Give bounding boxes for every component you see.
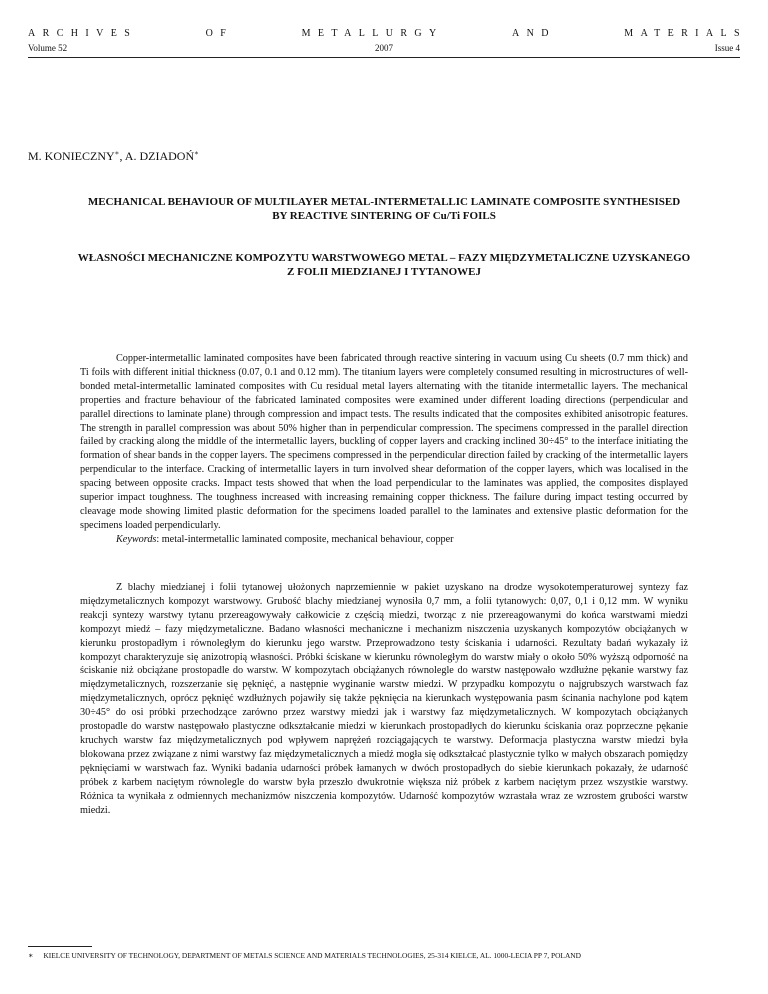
abstract-text: Copper-intermetallic laminated composites have been fabricated through reactive sintering in vacuum using Cu sheets (0.7 mm thick) and Ti foils with different initial thickness (0.07, 0.1 and 0.12 mm). The titanium layers were completely consumed resulting in microstructures of well-bonded metal-intermetallic laminated composites with Cu residual metal layers alternating with the titanide intermetallic layers. The mechanical properties and fracture behaviour of the fabricated laminated composites were examined under different loading directions (perpendicular and parallel directions to laminate plane) through compression and impact tests. The results indicated that the composites exhibited anisotropic features. The strength in parallel compression was about 50% higher than in perpendicular compression. The specimens compressed in the parallel direction failed by cracking along the middle of the intermetallic layers, buckling of copper layers and cracking inclined 30÷45° to the interface initiating the formation of shear bands in the copper layers. The specimens compressed in the perpendicular direction failed by cracking of the intermetallic layers perpendicular to the interface. Cracking of intermetallic layers in turn involved shear deformation of the copper layers, which was localised in the spacing between opposite cracks. Impact tests showed that when the load perpendicular to the laminates was applied, the composites displayed superior impact toughness. The toughness increased with increasing remaining copper thickness. The failure during impact testing occurred by cleavage mode showing limited plastic deformation for the specimens loaded parallel to the laminates and extensive plastic deformation for the specimens loaded perpendicularly. bbox=[80, 353, 688, 531]
issue-label: Issue 4 bbox=[714, 43, 740, 53]
volume-label: Volume 52 bbox=[28, 43, 68, 53]
footnote-mark: ∗ bbox=[28, 951, 34, 960]
title-line: BY REACTIVE SINTERING OF Cu/Ti FOILS bbox=[272, 210, 496, 222]
author-name: M. KONIECZNY bbox=[28, 149, 115, 163]
footnote-divider bbox=[28, 946, 92, 947]
author-line: M. KONIECZNY∗, A. DZIADOŃ∗ bbox=[28, 149, 199, 163]
keywords-text: : metal-intermetallic laminated composite, mechanical behaviour, copper bbox=[156, 533, 454, 545]
journal-word: ARCHIVES bbox=[28, 28, 138, 39]
abstract-polish bbox=[80, 581, 688, 817]
journal-word: MATERIALS bbox=[624, 28, 747, 39]
title-polish bbox=[60, 251, 708, 279]
journal-header bbox=[28, 28, 747, 39]
title-line: Z FOLII MIEDZIANEJ I TYTANOWEJ bbox=[287, 266, 481, 278]
journal-word: AND bbox=[512, 28, 556, 39]
journal-word: METALLURGY bbox=[301, 28, 444, 39]
issue-info bbox=[28, 43, 740, 53]
title-line: MECHANICAL BEHAVIOUR OF MULTILAYER METAL-INTERMETALLIC LAMINATE COMPOSITE SYNTHESISED bbox=[87, 196, 681, 208]
footnote-text: KIELCE UNIVERSITY OF TECHNOLOGY, DEPARTMENT OF METALS SCIENCE AND MATERIALS TECHNOLOGIES, 25-314 KIELCE, AL. 1000-LECIA PP 7, POLAND bbox=[43, 951, 581, 960]
abstract-text: Z blachy miedzianej i folii tytanowej ułożonych naprzemiennie w pakiet uzyskano na drodze wysokotemperaturowej syntezy faz międzymetalicznych kompozyt warstwowy. Grubość blachy miedzianej wynosiła 0,7 mm, a folii tytanowych: 0,07, 0,1 i 0,12 mm. W wyniku reakcji syntezy warstwy tytanu przereagowywały całkowicie z częścią miedzi, tworząc z nie przereagowanymi do końca warstwami miedzi kompozyt miedź – fazy międzymetaliczne. Badano własności mechaniczne i mechanizm niszczenia uzyskanych kompozytów obciążanych w kierunku prostopadłym i równoległym do kierunku jego warstw. Przeprowadzono testy ściskania i udarności. Rezultaty badań wykazały iż kompozyt charakteryzuje się anizotropią własności. Próbki ściskane w kierunku równoległym do warstw miały o około 50% wyższą odporność na ściskanie niż obciążane prostopadle do warstw. W kompozytach obciążanych równolegle do warstw następowało wzdłużne pękanie warstwy faz międzymetalicznych, rozszerzanie się pęknięć, a następnie wyginanie warstw miedzi. W przypadku kompozytu o najgrubszych warstwach faz międzymetalicznych, oprócz pęknięć wzdłużnych pojawiły się także pęknięcia na kierunkach występowania pasm ścinania nachylone pod kątem 30÷45° do osi próbki przechodzące zarówno przez warstwy miedzi jak i warstwy faz międzymetalicznych. W kompozytach obciążanych prostopadle do warstw następowało plastyczne odkształcanie miedzi w kierunkach prostopadłych do kierunku ściskania oraz poprzeczne pękanie kruchych warstw faz międzymetalicznych pod wpływem naprężeń rozciągających te warstwy. Deformacja plastyczna warstw miedzi była blokowana przez związane z nimi warstwy faz międzymetalicznych a miedź mogła się odkształcać plastycznie tylko w małych obszarach pomiędzy pęknięciami w warstwach faz. Wyniki badania udarności próbek łamanych w dwóch prostopadłych do siebie kierunkach pokazały, że udarność próbek z karbem naciętym równolegle do warstw była przeszło dwukrotnie większa niż próbek z karbem naciętym przez wszystkie warstwy. Różnica ta wynikała z odmiennych mechanizmów niszczenia kompozytów. Udarność kompozytów wzrastała wraz ze wzrostem grubości warstw miedzi. bbox=[80, 582, 688, 816]
title-line: WŁASNOŚCI MECHANICZNE KOMPOZYTU WARSTWOWEGO METAL – FAZY MIĘDZYMETALICZNE UZYSKANEGO bbox=[77, 252, 691, 264]
keywords-label: Keywords bbox=[116, 533, 157, 545]
author-name: A. DZIADOŃ bbox=[124, 149, 195, 163]
affiliation-mark: ∗ bbox=[114, 149, 120, 157]
title-english bbox=[60, 195, 708, 223]
affiliation-mark: ∗ bbox=[194, 149, 199, 157]
year-label: 2007 bbox=[375, 43, 393, 53]
journal-word: OF bbox=[205, 28, 234, 39]
affiliation-footnote bbox=[28, 951, 740, 960]
keywords bbox=[80, 533, 688, 547]
header-divider bbox=[28, 57, 740, 58]
abstract-english bbox=[80, 352, 688, 547]
